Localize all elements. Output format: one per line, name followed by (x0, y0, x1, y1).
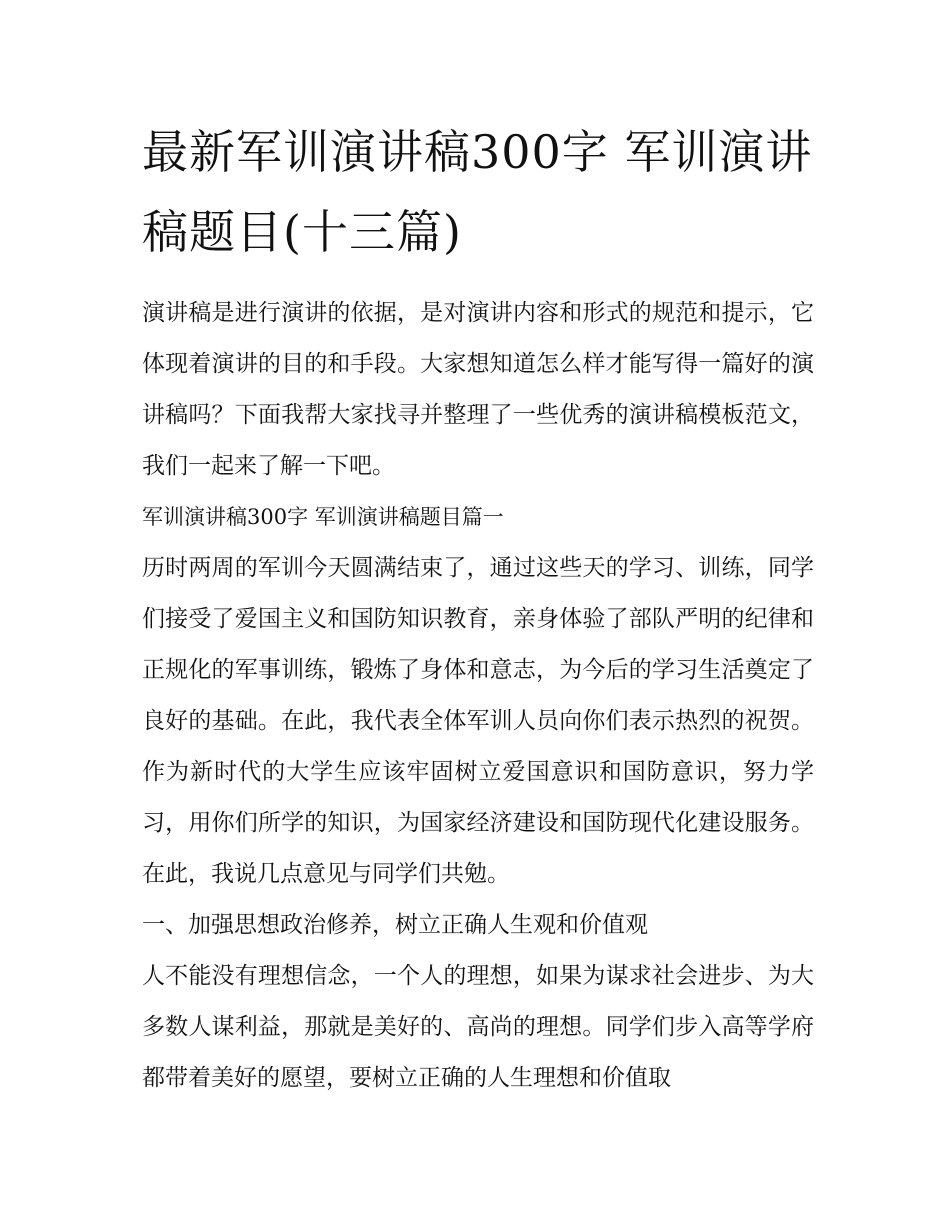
body-paragraph-1: 历时两周的军训今天圆满结束了，通过这些天的学习、训练，同学们接受了爱国主义和国防知识教育，亲身体验了部队严明的纪律和正规化的军事训练，锻炼了身体和意志，为今后的学习生活奠定了良好的基础。在此，我代表全体军训人员向你们表示热烈的祝贺。作为新时代的大学生应该牢固树立爱国意识和国防意识，努力学习，用你们所学的知识，为国家经济建设和国防现代化建设服务。在此，我说几点意见与同学们共勉。 (142, 555, 814, 887)
intro-paragraph: 演讲稿是进行演讲的依据，是对演讲内容和形式的规范和提示，它体现着演讲的目的和手段。大家想知道怎么样才能写得一篇好的演讲稿吗？下面我帮大家找寻并整理了一些优秀的演讲稿模板范文，我们一起来了解一下吧。 (142, 300, 814, 479)
section-heading-1: 一、加强思想政治修养，树立正确人生观和价值观 (142, 912, 648, 938)
body-paragraph-2: 人不能没有理想信念，一个人的理想，如果为谋求社会进步、为大多数人谋利益，那就是美好的、高尚的理想。同学们步入高等学府都带着美好的愿望，要树立正确的人生理想和价值取 (142, 963, 814, 1091)
document-page (142, 112, 814, 1104)
article-heading: 军训演讲稿300字 军训演讲稿题目篇一 (142, 505, 504, 529)
document-title: 最新军训演讲稿300字 军训演讲稿题目(十三篇) (142, 125, 813, 259)
